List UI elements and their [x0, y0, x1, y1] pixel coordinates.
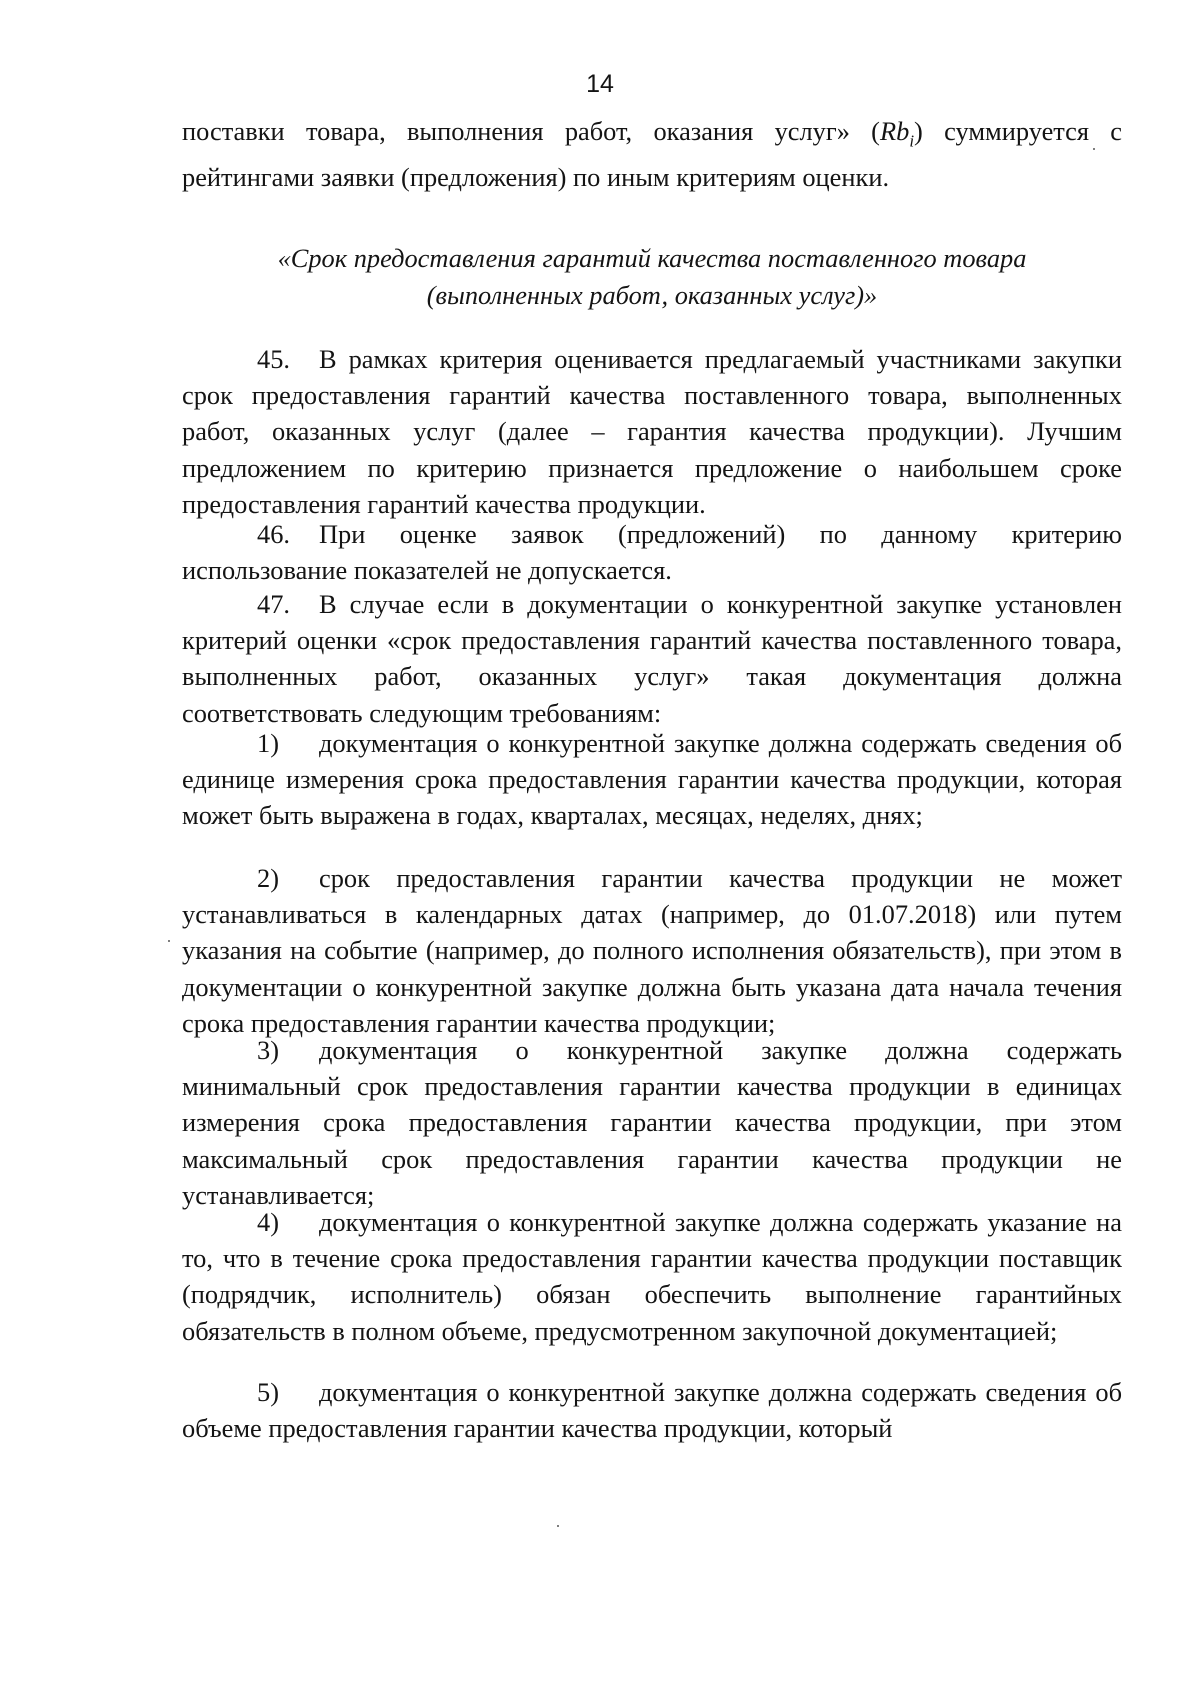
intro-paragraph — [182, 113, 1122, 196]
item-number: 5) — [257, 1377, 279, 1407]
scan-speck — [1093, 148, 1095, 150]
list-item-5 — [182, 1374, 1122, 1446]
list-item-3 — [182, 1032, 1122, 1213]
item-text: документация о конкурентной закупке должна содержать сведения об объеме предоставления гарантии качества продукции, который — [182, 1377, 1122, 1444]
item-number: 3) — [257, 1035, 279, 1065]
paragraph-number: 45. — [257, 344, 290, 374]
paragraph-45 — [182, 341, 1122, 522]
intro-line-1: поставки товара, выполнения работ, оказания услуг» $(Rb_i)$ суммируется с — [182, 116, 1122, 151]
paragraph-number: 46. — [257, 519, 290, 549]
paragraph-47 — [182, 586, 1122, 731]
item-number: 4) — [257, 1207, 279, 1237]
list-item-4 — [182, 1204, 1122, 1349]
intro-line-2: рейтингами заявки (предложения) по иным критериям оценки. — [182, 162, 890, 193]
paragraph-46 — [182, 516, 1122, 588]
item-number: 2) — [257, 863, 279, 893]
paragraph-text: При оценке заявок (предложений) по данному критерию использование показателей не допускается. — [182, 519, 1122, 586]
rating-symbol: $Rb_i$ — [879, 116, 915, 151]
paragraph-number: 47. — [257, 589, 290, 619]
item-text: срок предоставления гарантии качества продукции не может устанавливаться в календарных датах (например, до 01.07.2018) или путем указания на событие (например, до полного исполнения обязательств), при этом в документации о конкурентной закупке должна быть указана дата начала течения срока предоставления гарантии качества продукции; — [182, 863, 1122, 1038]
paragraph-text: В случае если в документации о конкурентной закупке установлен критерий оценки «срок предоставления гарантий качества поставленного товара, выполненных работ, оказанных услуг» такая документация должна соответствовать следующим требованиям: — [182, 589, 1122, 728]
heading-line-2: (выполненных работ, оказанных услуг)» — [426, 280, 878, 310]
item-text: документация о конкурентной закупке должна содержать указание на то, что в течение срока предоставления гарантии качества продукции поставщик (подрядчик, исполнитель) обязан обеспечить выполнение гарантийных обязательств в полном объеме, предусмотренном закупочной документацией; — [182, 1207, 1122, 1346]
heading-line-1: «Срок предоставления гарантий качества поставленного товара — [277, 243, 1027, 273]
item-text: документация о конкурентной закупке должна содержать минимальный срок предоставления гарантии качества продукции в единицах измерения срока предоставления гарантии качества продукции, при этом максимальный срок предоставления гарантии качества продукции не устанавливается; — [182, 1035, 1122, 1210]
page-number: 14 — [586, 70, 614, 98]
scan-speck — [168, 940, 170, 942]
item-text: документация о конкурентной закупке должна содержать сведения об единице измерения срока предоставления гарантии качества продукции, которая может быть выражена в годах, кварталах, месяцах, неделях, днях; — [182, 728, 1122, 831]
scan-speck — [557, 1525, 559, 1527]
item-number: 1) — [257, 728, 279, 758]
list-item-1 — [182, 725, 1122, 834]
paragraph-text: В рамках критерия оценивается предлагаемый участниками закупки срок предоставления гарантий качества поставленного товара, выполненных работ, оказанных услуг (далее – гарантия качества продукции). Лучшим предложением по критерию признается предложение о наибольшем сроке предоставления гарантий качества продукции. — [182, 344, 1122, 519]
section-heading — [182, 240, 1122, 314]
list-item-2 — [182, 860, 1122, 1041]
